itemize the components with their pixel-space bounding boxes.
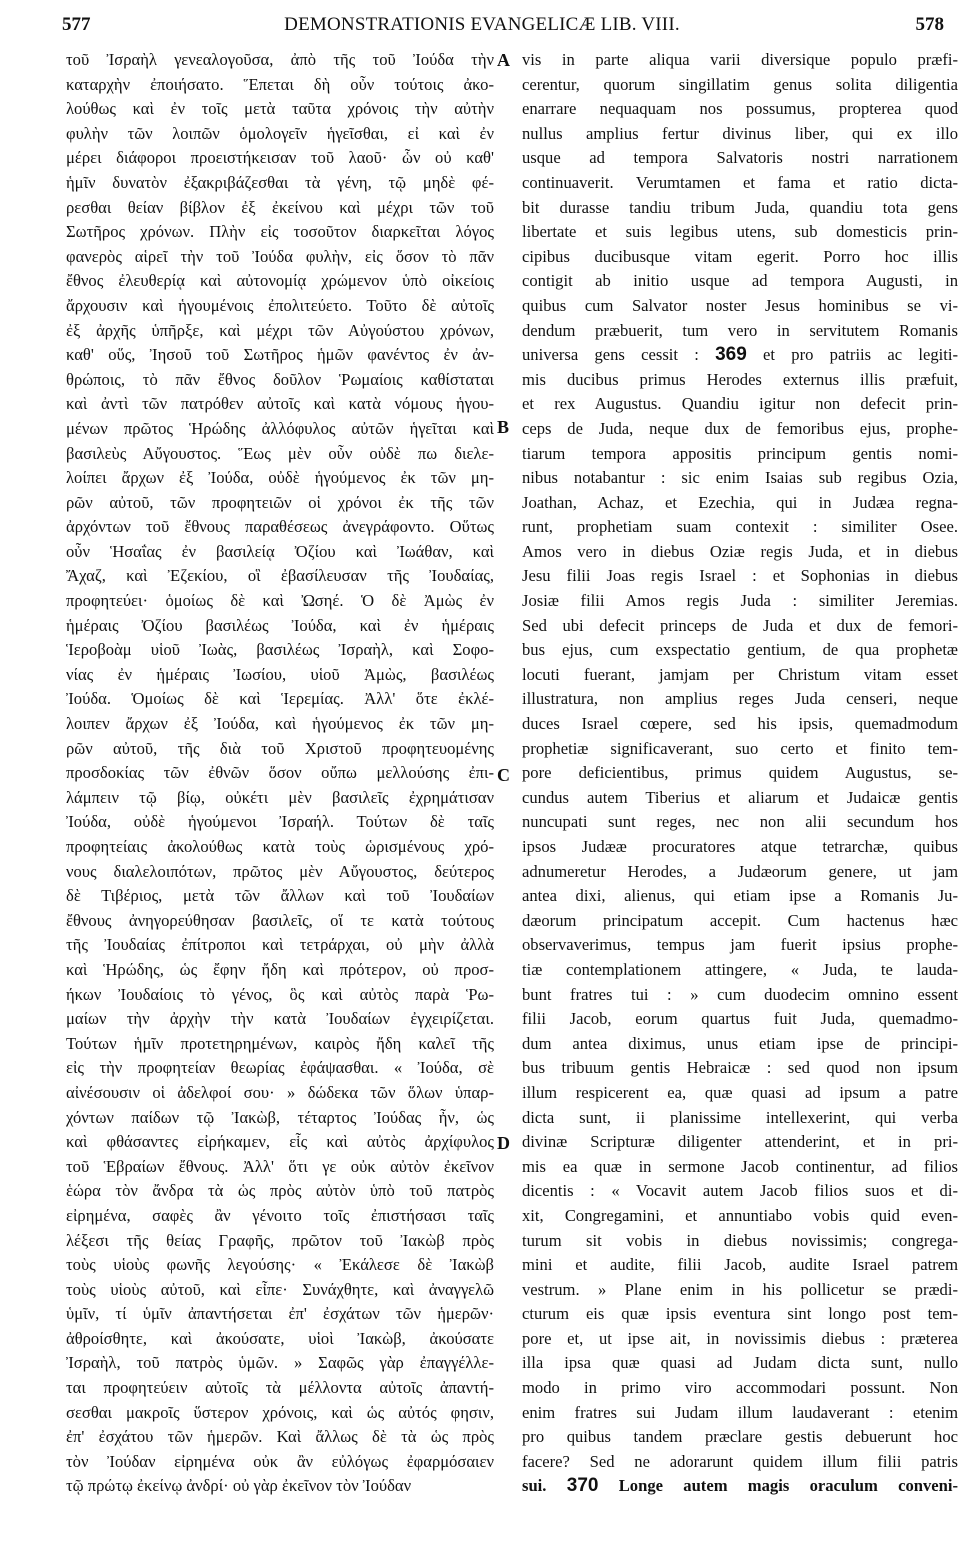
latin-line: adnumeretur Herodes, a Judæorum genere, ut jam	[522, 861, 958, 881]
latin-line: tiarum tempora appositis principum gentis nomi-	[522, 443, 958, 463]
latin-line: runt, prophetiam suam contexit : similiter Osee.	[522, 517, 958, 537]
latin-line: Joathan, Achaz, et Ezechia, qui in Judæa regna-	[522, 492, 958, 512]
latin-line: antea dixi, alienus, qui etiam ipse a Romanis Ju-	[522, 886, 958, 906]
page-header	[0, 14, 964, 42]
latin-line: vis in parte aliqua varii diversique populo præfi-	[522, 50, 958, 69]
greek-line: ἔθνος ἐλευθερίᾳ καὶ αὐτονομίᾳ χρώμενον ὑπὸ οἰκείοις	[66, 271, 494, 291]
latin-line: mis ducibus primus Herodes externus illis præfuit,	[522, 369, 958, 389]
greek-line: ἑώρα τὸν ἄνδρα τὰ ὡς πρὸς αὐτὸν ὑπὸ τοῦ πατρὸς	[66, 1181, 494, 1201]
greek-line: καὶ φθάσαντες εἰρήκαμεν, εἷς καὶ αὐτὸς ἀρχίφυλος	[66, 1132, 494, 1152]
latin-line: locuti fuerant, jamjam per Christum vitam esset	[522, 664, 958, 684]
greek-column	[66, 48, 494, 1499]
greek-line: τὸν Ἰούδαν εἰρημένα οὐκ ἂν εὐλόγως ἐφαρμόσαιεν	[66, 1451, 494, 1471]
greek-line: ἐπ' ἐσχάτου τῶν ἡμερῶν. Καὶ ἄλλως δὲ τὰ ὡς πρὸς	[66, 1427, 494, 1447]
greek-line: καὶ Ἡρώδης, ὡς ἔφην ἤδη καὶ πρότερον, οὐ προσ-	[66, 959, 494, 979]
latin-line: mini et audite, filii Jacob, audite Israel patrem	[522, 1255, 958, 1275]
left-page-number: 577	[62, 14, 91, 35]
latin-line: nullus amplius fertur divinus liber, qui ex illo	[522, 123, 958, 143]
greek-line: προφητεύει· ὁμοίως δὲ καὶ Ὠσηέ. Ὁ δὲ Ἀμὼς ἐν	[66, 591, 494, 611]
greek-line: λέξεσι τῆς θείας Γραφῆς, πρῶτον τοῦ Ἰακὼβ πρὸς	[66, 1230, 494, 1250]
greek-line: ήκων Ἰουδαίοις τὸ γένος, ὃς καὶ αὐτὸς παρὰ Ῥω-	[66, 984, 494, 1004]
greek-line: οὖν Ἡσαΐας ἐν βασιλείᾳ Ὀζίου καὶ Ἰωάθαν, καὶ	[66, 541, 494, 561]
latin-column	[522, 48, 958, 1499]
latin-line: mis ea quæ in sermone Jacob continentur, ad filios	[522, 1156, 958, 1176]
greek-line: λοίπει ἄρχων ἐξ Ἰούδα, οὐδὲ ἡγούμενος ἐκ τῶν μη-	[66, 468, 494, 488]
greek-line: τοῦ Ἰσραὴλ γενεαλογοῦσα, ἀπὸ τῆς τοῦ Ἰούδα τὴν	[66, 50, 494, 69]
latin-line: dicta sunt, ii planissime intellexerint, qui verba	[522, 1107, 958, 1127]
latin-line: prophetiæ significaverant, suo certo et finito tem-	[522, 738, 958, 758]
greek-line: Ἰούδα. Ὁμοίως δὲ καὶ Ἱερεμίας. Ἀλλ' ὅτε ἐκλέ-	[66, 689, 494, 709]
greek-line: ἔθνους ἀνηγορεύθησαν βασιλεῖς, οἵ τε κατὰ τούτους	[66, 910, 494, 930]
greek-line: ρῶν αὐτοῦ, τῆς διὰ τοῦ Χριστοῦ προφητευομένης	[66, 738, 494, 758]
latin-text: et pro patriis ac legiti-	[746, 345, 958, 365]
latin-line: vestrum. » Plane enim in his pollicetur se prædi-	[522, 1279, 958, 1299]
latin-line: tiæ contemplationem attingere, « Juda, te lauda-	[522, 959, 958, 979]
margin-marker-d: D	[497, 1133, 510, 1153]
latin-line: illustratura, non amplius reges Juda censeri, neque	[522, 689, 958, 709]
greek-line: τοῦ Ἑβραίων ἔθνους. Ἀλλ' ὅτι γε οὐκ αὐτὸν ἐκεῖνον	[66, 1156, 494, 1176]
greek-line: λάμπειν τῷ βίῳ, οὐκέτι μὲν βασιλεῖς ἐχρημάτισαν	[66, 787, 494, 807]
latin-line: pro quibus tandem præclare gestis debuerunt hoc	[522, 1427, 958, 1447]
latin-line: bus tribuum gentis Hebraicæ : sed quod non ipsum	[522, 1058, 958, 1078]
latin-line: Sed ubi defecit princeps de Juda et dux de femori-	[522, 615, 958, 635]
greek-line: χόντων παίδων τῷ Ἰακὼβ, τέταρτος Ἰούδας ἦν, ὡς	[66, 1107, 494, 1127]
greek-line: εἰρημένα, σαφὲς ἂν γένοιτο τοῖς ἐπιστήσασι ταῖς	[66, 1205, 494, 1225]
greek-line: προσδοκίας τῶν ἐθνῶν ὅσον οὔπω μελλούσης ἐπι-	[66, 763, 494, 783]
margin-marker-c: C	[497, 765, 510, 785]
greek-line: τῷ πρώτῳ ἐκείνῳ ἀνδρί· οὐ γὰρ ἐκεῖνον τὸν Ἰούδαν	[66, 1476, 412, 1496]
latin-line: observaverimus, tempus jam fuerit ipsius prophe-	[522, 935, 958, 955]
greek-line: ἀρχόντων τοῦ ἔθνους παραθέσεως ἀνεγράφοντο. Οὕτως	[66, 517, 494, 537]
greek-line: καὶ ἀντὶ τῶν πατρόθεν αὐτοῖς καὶ κατὰ νόμους ἡγου-	[66, 394, 494, 414]
latin-line: filii Jacob, eorum quartus fuit Juda, quemadmo-	[522, 1009, 958, 1029]
greek-line: ρεσθαι θείαν βίβλον ἐξ ἐκείνου καὶ μέχρι τῶν τοῦ	[66, 197, 494, 217]
latin-line: nuncupati sunt reges, nec non alii secundum hos	[522, 812, 958, 832]
greek-line: αἰνέσουσιν οἱ ἀδελφοί σου· » δώδεκα τῶν ὅλων ὑπαρ-	[66, 1082, 494, 1102]
greek-line: Σωτῆρος χρόνων. Πλὴν εἰς τοσοῦτον διαρκεῖται λόγος	[66, 222, 494, 242]
latin-line	[522, 1474, 958, 1499]
greek-line: Τούτων ἡμῖν προτετηρημένων, καιρὸς ἤδη καλεῖ τῆς	[66, 1033, 494, 1053]
latin-line: cundus autem Tiberius et aliarum et Judaicæ gentis	[522, 787, 958, 807]
greek-line: βασιλεὺς Αὔγουστος. Ἕως μὲν οὖν οὐδὲ πω διελε-	[66, 443, 494, 463]
latin-line: Amos vero in diebus Oziæ regis Juda, et in diebus	[522, 541, 958, 561]
latin-line: enarrare nequaquam nos possumus, propterea quod	[522, 99, 958, 119]
greek-line: λοιπεν ἄρχων ἐξ Ἰούδα, καὶ ἡγούμενος ἐκ τῶν μη-	[66, 714, 494, 734]
greek-line: μέρει διάφοροι προειστήκεισαν τοῦ λαοῦ· ὧν οὐ καθ'	[66, 148, 494, 168]
latin-line: usque ad tempora Salvatoris nostri narrationem	[522, 148, 958, 168]
latin-line: illum respicerent ea, quæ quasi ad ipsum a patre	[522, 1082, 958, 1102]
greek-line: καθ' οὕς, Ἰησοῦ τοῦ Σωτῆρος ἡμῶν φανέντος ἐν ἀν-	[66, 345, 494, 365]
section-number-370: 370	[566, 1475, 599, 1497]
greek-line: Ἄχαζ, καὶ Ἐζεκίου, οἳ ἐβασίλευσαν τῆς Ἰουδαίας,	[66, 566, 494, 586]
greek-line: προφητείαις ἀκολούθως κατὰ τοὺς ὡρισμένους χρό-	[66, 837, 494, 856]
greek-line: δὲ Τιβέριος, μετὰ τῶν ἄλλων καὶ τοῦ Ἰουδαίων	[66, 886, 494, 906]
latin-line: turum sit vobis in diebus novissimis; congrega-	[522, 1230, 958, 1250]
latin-line: ceps de Juda, neque dux de femoribus ejus, prophe-	[522, 418, 958, 438]
right-page-number: 578	[915, 14, 944, 35]
latin-line: ipsos Judææ procuratores atque tetrarchæ, quibus	[522, 837, 958, 856]
greek-line: ρῶν αὐτοῦ, τῶν προφητειῶν οἱ χρόνοι ἐκ τῆς τῶν	[66, 492, 494, 512]
latin-line: cturum eis quæ ipsis eventura sint longo post tem-	[522, 1304, 958, 1324]
latin-line: dum antea diximus, unus etiam ipse de principi-	[522, 1033, 958, 1053]
greek-line: ἡμῖν δυνατὸν ἐξακριβάζεσθαι τὰ γένη, τῷ μηδὲ φέ-	[66, 172, 494, 192]
greek-line: τῆς Ἰουδαίας ἐπίτροποι καὶ τετράρχαι, οὐ μὴν ἀλλὰ	[66, 935, 494, 955]
latin-line: illa ipsa quæ quasi ad Judam dicta sunt, nullo	[522, 1353, 958, 1373]
greek-line: θρώποις, τὸ πᾶν ἔθνος δοῦλον Ῥωμαίοις καθίσταται	[66, 369, 494, 389]
latin-line: modo in primo viro accommodari possunt. Non	[522, 1378, 958, 1398]
latin-line: bus ejus, cum exspectatio gentium, de qua prophetæ	[522, 640, 958, 660]
latin-text: Longe autem magis oraculum conveni-	[598, 1476, 958, 1496]
latin-line: Jesu filii Joas regis Israel : et Sophonias in diebus	[522, 566, 958, 586]
running-title: DEMONSTRATIONIS EVANGELICÆ LIB. VIII.	[284, 14, 680, 35]
margin-marker-b: B	[497, 417, 510, 437]
greek-line: τοὺς υἱοὺς αὐτοῦ, καὶ εἶπε· Συνάχθητε, καὶ ἀναγγελῶ	[66, 1279, 494, 1299]
latin-line: pore deficientibus, primus quidem Augustus, se-	[522, 763, 958, 783]
latin-line: dicentis : « Vocavit autem Jacob filios suos et di-	[522, 1181, 958, 1201]
latin-line: duces Israel cœpere, sed his ipsis, quemadmodum	[522, 714, 958, 734]
latin-line: enim fratres sui Judam illum laudaverant : etenim	[522, 1402, 958, 1422]
greek-line: καταρχὴν ἐποιήσατο. Ἕπεται δὴ οὖν τούτοις ἀκο-	[66, 74, 494, 94]
greek-line: νους διαλελοιπότων, πρῶτος μὲν Αὔγουστος, δεύτερος	[66, 861, 494, 881]
greek-line: σεσθαι μακροῖς ὕστερον χρόνοις, καὶ ὡς αὐτός φησιν,	[66, 1402, 494, 1422]
greek-line: ἐξ ἀρχῆς ὑπῆρξε, καὶ μέχρι τῶν Αὐγούστου χρόνων,	[66, 320, 494, 340]
greek-line: μαίων τὴν ἀρχὴν τὴν κατὰ Ἰουδαίων ἐγχειρίζεται.	[66, 1009, 494, 1029]
greek-line: ὑμῖν, τί ὑμῖν ἀπαντήσεται ἐπ' ἐσχάτων τῶν ἡμερῶν·	[66, 1304, 494, 1324]
latin-line: libertate et suis legibus utens, sub domesticis prin-	[522, 222, 958, 242]
latin-line: cipibus ducibusque vitam egerit. Porro hoc illis	[522, 246, 958, 266]
latin-line: xit, Congregamini, et annuntiabo vobis quid even-	[522, 1205, 958, 1225]
greek-line: λούθως καὶ ἐν τοῖς μετὰ ταῦτα χρόνοις τὴν αὐτὴν	[66, 99, 494, 119]
greek-line: τοὺς υἱοὺς φωνῆς λεγούσης· « Ἐκάλεσε δὲ Ἰακὼβ	[66, 1255, 494, 1275]
latin-line: Josiæ filii Amos regis Juda : similiter Jeremias.	[522, 591, 958, 611]
latin-line: et rex Augustus. Quandiu igitur non defecit prin-	[522, 394, 958, 414]
latin-line: cerentur, quorum singillatim genus solita diligentia	[522, 74, 958, 94]
latin-line: facere? Sed ne adorarunt quidem illum filii patris	[522, 1451, 958, 1471]
latin-line: quibus cum Salvator noster Jesus hominibus se vi-	[522, 295, 958, 315]
latin-line: pore et, ut ipse ait, in novissimis diebus : præterea	[522, 1328, 958, 1348]
greek-line: ἄρχουσιν καὶ ἡγουμένοις ἐπολιτεύετο. Τοῦτο δὲ αὐτοῖς	[66, 295, 494, 315]
margin-marker-a: A	[497, 50, 510, 70]
latin-text: universa gens cessit :	[522, 345, 699, 365]
section-number-369: 369	[715, 344, 747, 366]
greek-line: Ἱεροβοὰμ υἱοῦ Ἰωὰς, βασιλέως Ἰσραὴλ, καὶ Σοφο-	[66, 640, 494, 660]
greek-line: ἡμέραις Ὀζίου βασιλέως Ἰούδα, καὶ ἐν ἡμέραις	[66, 615, 494, 635]
latin-text: sui.	[522, 1476, 547, 1496]
greek-line: Ἰσραὴλ, τοῦ πατρὸς ὑμῶν. » Σαφῶς γὰρ ἐπαγγέλλε-	[66, 1353, 494, 1373]
greek-line: νίας ἐν ἡμέραις Ἰωσίου, υἱοῦ Ἀμὼς, βασιλέως	[66, 664, 494, 684]
greek-line: μένων πρῶτος Ἡρώδης ἀλλόφυλος αὐτῶν ἡγεῖται καὶ	[66, 418, 494, 438]
latin-line: dæorum principatum accepit. Cum hactenus hæc	[522, 910, 958, 930]
latin-line: dendum præbuerit, tum vero in servitutem Romanis	[522, 320, 958, 340]
latin-line: contigit ab initio usque ad tempora Augusti, in	[522, 271, 958, 291]
latin-line: divinæ Scripturæ diligenter attenderint, et in pri-	[522, 1132, 958, 1152]
greek-line: ἀθροίσθητε, καὶ ἀκούσατε, υἱοὶ Ἰακὼβ, ἀκούσατε	[66, 1328, 494, 1348]
greek-line: εἰς τὴν προφητείαν θεωρίας ἐφάψασθαι. « Ἰούδα, σὲ	[66, 1058, 494, 1078]
latin-line	[522, 343, 958, 368]
latin-line: continuaverit. Verumtamen et fama et ratio dicta-	[522, 172, 958, 192]
latin-line: bunt fratres tui : » cum duodecim omnino essent	[522, 984, 958, 1004]
latin-line: nibus notabantur : sic enim Isaias sub regibus Ozia,	[522, 468, 958, 488]
greek-line: Ἰούδα, οὐδὲ ἡγούμενοι Ἰσραήλ. Τούτων δὲ ταῖς	[66, 812, 494, 832]
greek-line: ται προφητεύειν αὐτοῖς τὰ μέλλοντα αὐτοῖς ἀπαντή-	[66, 1378, 494, 1398]
latin-line: bit durasse tandiu tribum Juda, quandiu tota gens	[522, 197, 958, 217]
greek-line: φυλὴν τῶν λοιπῶν ὁμολογεῖν ἡγεῖσθαι, εἰ καὶ ἐν	[66, 123, 494, 143]
greek-line: φανερὸς αἱρεῖ τὴν τοῦ Ἰούδα φυλὴν, εἰς ὅσον τὸ πᾶν	[66, 246, 494, 266]
